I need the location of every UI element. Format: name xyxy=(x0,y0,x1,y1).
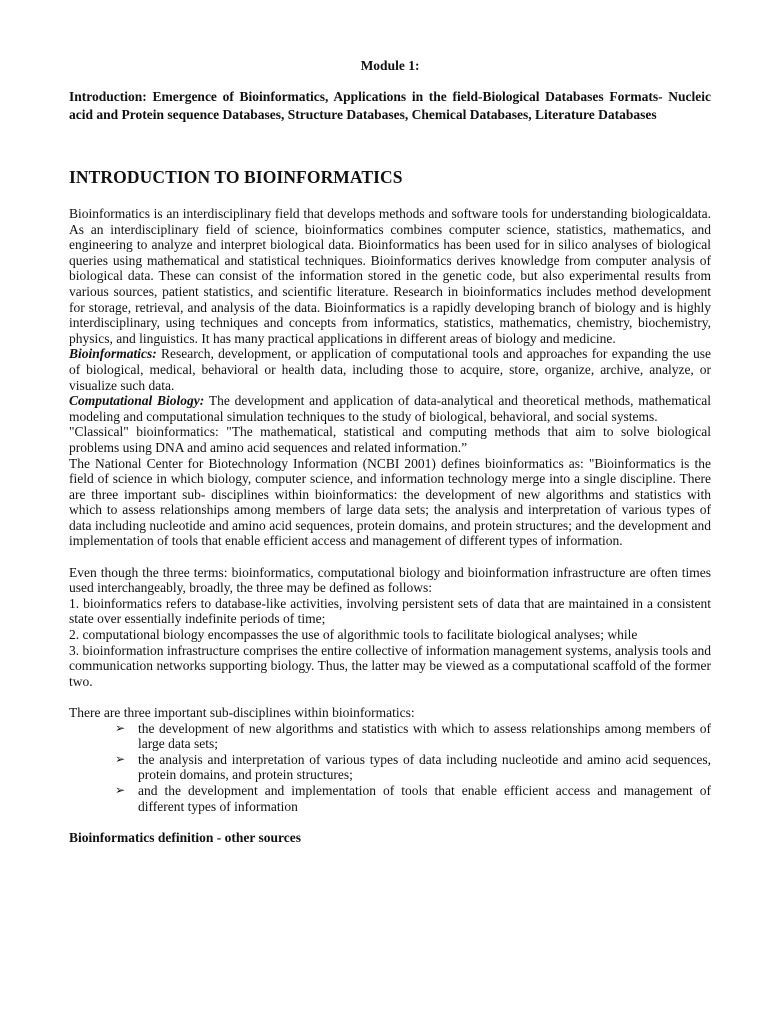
body-text xyxy=(69,206,711,845)
definition-bioinformatics xyxy=(69,346,711,393)
other-sources-heading: Bioinformatics definition - other sources xyxy=(69,829,301,845)
section-heading: INTRODUCTION TO BIOINFORMATICS xyxy=(69,167,403,187)
terms-paragraph: Even though the three terms: bioinformatics, computational biology and bioinformation infrastructure are often times used interchangeably, broadly, the three may be defined as follows: xyxy=(69,564,711,596)
arrow-bullet-icon: ➢ xyxy=(115,782,126,797)
list-item: ➢ the development of new algorithms and statistics with which to assess relationships among members of large data sets; xyxy=(115,720,711,752)
definition-text: Research, development, or application of computational tools and approaches for expanding the use of biological, medical, behavioral or health data, including those to acquire, store, organize, archive, analyze, or visualize such data. xyxy=(69,346,711,393)
intro-paragraph: Bioinformatics is an interdisciplinary field that develops methods and software tools for understanding biologicaldata. As an interdisciplinary field of science, bioinformatics combines computer science, statistics, mathematics, and engineering to analyze and interpret biological data. Bioinformatics has been used for in silico analyses of biological queries using mathematical and statistical techniques. Bioinformatics derives knowledge from computer analysis of biological data. These can consist of the information stored in the genetic code, but also experimental results from various sources, patient statistics, and scientific literature. Research in bioinformatics includes method development for storage, retrieval, and analysis of the data. Bioinformatics is a rapidly developing branch of biology and is highly interdisciplinary, using techniques and concepts from informatics, statistics, mathematics, chemistry, biochemistry, physics, and linguistics. It has many practical applications in different areas of biology and medicine. xyxy=(69,206,711,346)
numbered-item: 3. bioinformation infrastructure comprises the entire collective of information management systems, analysis tools and communication networks supporting biology. Thus, the latter may be viewed as a computational scaffold of the former two. xyxy=(69,642,711,689)
ncbi-definition: The National Center for Biotechnology Information (NCBI 2001) defines bioinformatics as: "Bioinformatics is the field of science in which biology, computer science, and information technology merge into a single discipline. There are three important sub- disciplines within bioinformatics: the development of new algorithms and statistics with which to assess relationships among members of large data sets; the analysis and interpretation of various types of data including nucleotide and amino acid sequences, protein domains, and protein structures; and the development and implementation of tools that enable efficient access and management of different types of information. xyxy=(69,455,711,549)
arrow-bullet-icon: ➢ xyxy=(115,751,126,766)
numbered-item: 1. bioinformatics refers to database-like activities, involving persistent sets of data that are maintained in a consistent state over essentially indefinite periods of time; xyxy=(69,595,711,627)
definition-computational-biology xyxy=(69,393,711,424)
definition-term: Bioinformatics: xyxy=(69,346,157,362)
subdisciplines-list xyxy=(69,721,711,815)
definition-term: Computational Biology: xyxy=(69,393,205,409)
module-title: Module 1: xyxy=(360,58,420,73)
list-item: ➢ and the development and implementation of tools that enable efficient access and management of different types of information xyxy=(115,782,711,814)
list-item: ➢ the analysis and interpretation of various types of data including nucleotide and amino acid sequences, protein domains, and protein structures; xyxy=(115,751,711,783)
subdisciplines-intro: There are three important sub-disciplines within bioinformatics: xyxy=(69,705,415,720)
numbered-item: 2. computational biology encompasses the use of algorithmic tools to facilitate biological analyses; while xyxy=(69,627,638,643)
definition-text: The development and application of data-analytical and theoretical methods, mathematical modeling and computational simulation techniques to the study of biological, behavioral, and social systems. xyxy=(69,393,711,424)
classical-definition: "Classical" bioinformatics: "The mathematical, statistical and computing methods that aim to solve biological problems using DNA and amino acid sequences and related information.” xyxy=(69,424,711,455)
arrow-bullet-icon: ➢ xyxy=(115,720,126,735)
module-intro: Introduction: Emergence of Bioinformatics, Applications in the field-Biological Databases Formats- Nucleic acid and Protein sequence Databases, Structure Databases, Chemical Databases, Literature Databases xyxy=(69,89,711,122)
